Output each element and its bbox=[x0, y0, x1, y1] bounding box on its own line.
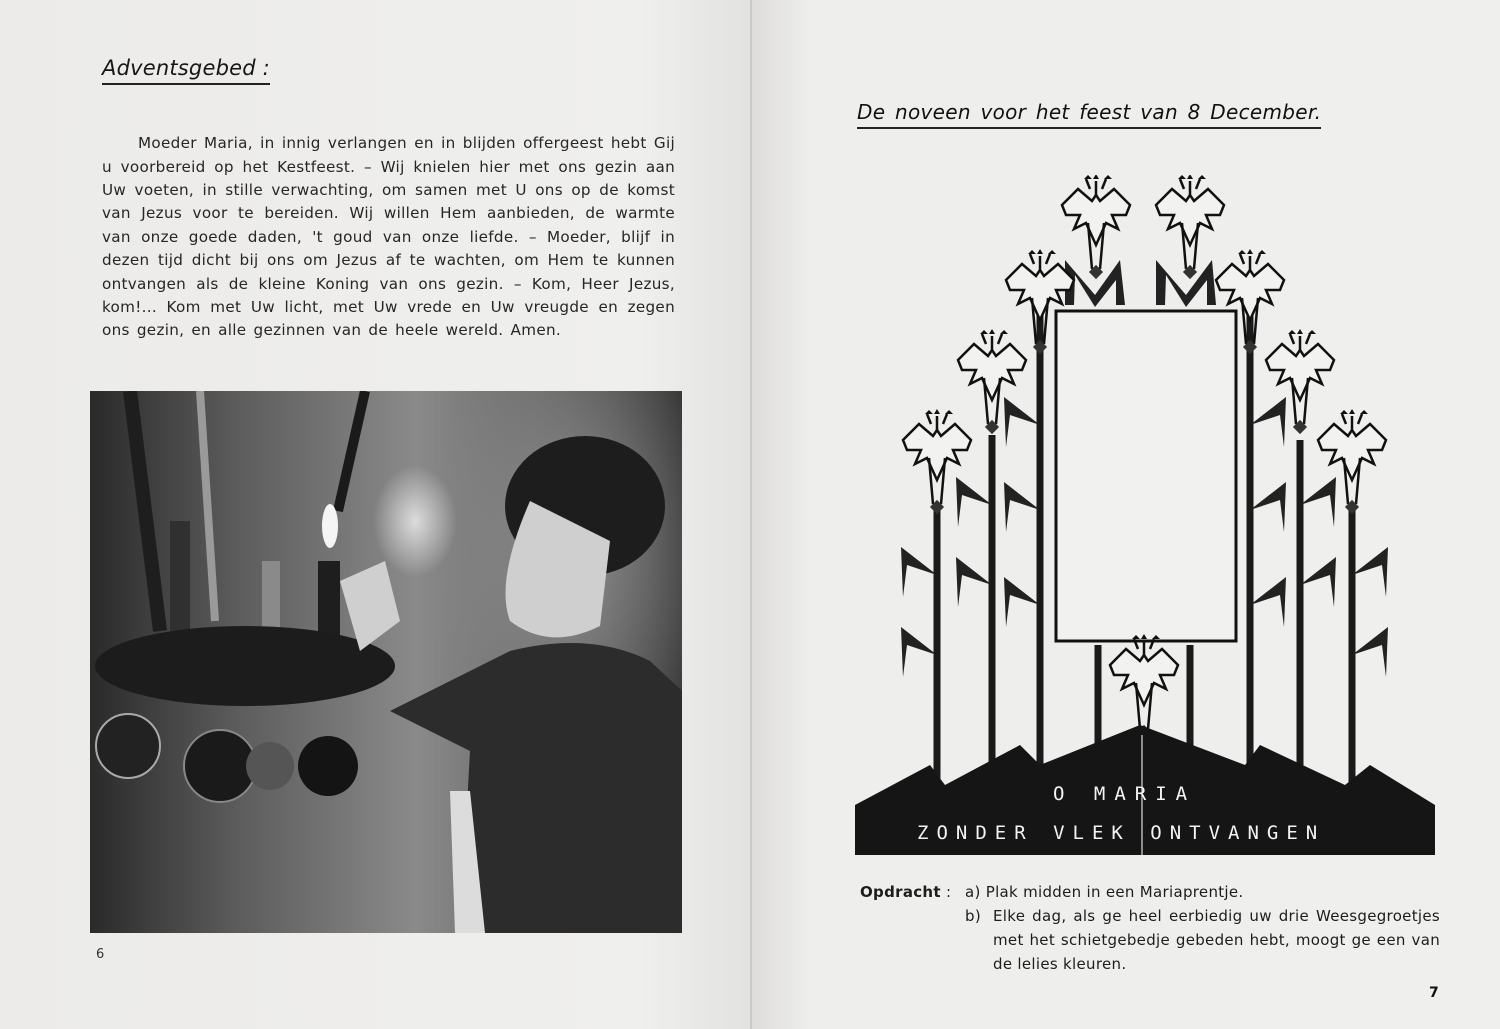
assignment-row-b bbox=[860, 904, 1440, 976]
bauble bbox=[96, 714, 160, 778]
assignment bbox=[860, 880, 1440, 976]
ribbon bbox=[200, 391, 215, 621]
candle bbox=[170, 521, 190, 631]
item-letter: b) bbox=[965, 907, 981, 925]
bauble bbox=[246, 742, 294, 790]
assignment-label: Opdracht bbox=[860, 883, 941, 901]
assignment-separator: : bbox=[945, 883, 952, 901]
advent-photo-art bbox=[90, 391, 682, 933]
advent-wreath bbox=[95, 626, 395, 706]
lily-illustration bbox=[850, 175, 1450, 865]
item-text: Plak midden in een Mariaprentje. bbox=[985, 883, 1244, 901]
candle-flame bbox=[322, 504, 338, 548]
bauble bbox=[184, 730, 256, 802]
item-letter: a) bbox=[965, 883, 981, 901]
banner-line-2: ZONDER VLEK ONTVANGEN bbox=[917, 822, 1326, 844]
page-number-left: 6 bbox=[96, 947, 105, 962]
ribbon bbox=[338, 391, 365, 511]
picture-frame[interactable] bbox=[1056, 311, 1236, 641]
page-number-right: 7 bbox=[1429, 985, 1439, 1001]
advent-photo bbox=[90, 391, 682, 933]
left-heading: Adventsgebed : bbox=[102, 56, 270, 85]
right-heading: De noveen voor het feest van 8 December. bbox=[857, 100, 1321, 129]
girl-body bbox=[390, 643, 682, 933]
bauble bbox=[298, 736, 358, 796]
item-text: Elke dag, als ge heel eerbiedig uw drie Weesgegroetjes met het schietgebedje gebeden hebt, moogt ge een van de lelies kleuren. bbox=[993, 907, 1440, 973]
banner-line-1: O MARIA bbox=[1053, 783, 1197, 805]
ribbon bbox=[130, 391, 160, 631]
prayer-text: Moeder Maria, in innig verlangen en in blijden offergeest hebt Gij u voorbereid op het Kestfeest. – Wij knielen hier met ons gezin aan Uw voeten, in stille verwachting, om samen met U ons op de komst van Jezus voor te bereiden. Wij willen Hem aanbieden, de warmte van onze goede daden, 't goud van onze liefde. – Moeder, blijf in dezen tijd dicht bij ons om Jezus af te wachten, om Hem te kunnen ontvangen als de kleine Koning van ons gezin. – Kom, Heer Jezus, kom!... Kom met Uw licht, met Uw vrede en Uw vreugde en zegen ons gezin, en alle gezinnen van de heele wereld. Amen. bbox=[102, 134, 675, 340]
assignment-row-a bbox=[860, 880, 1440, 904]
candle bbox=[318, 561, 340, 641]
